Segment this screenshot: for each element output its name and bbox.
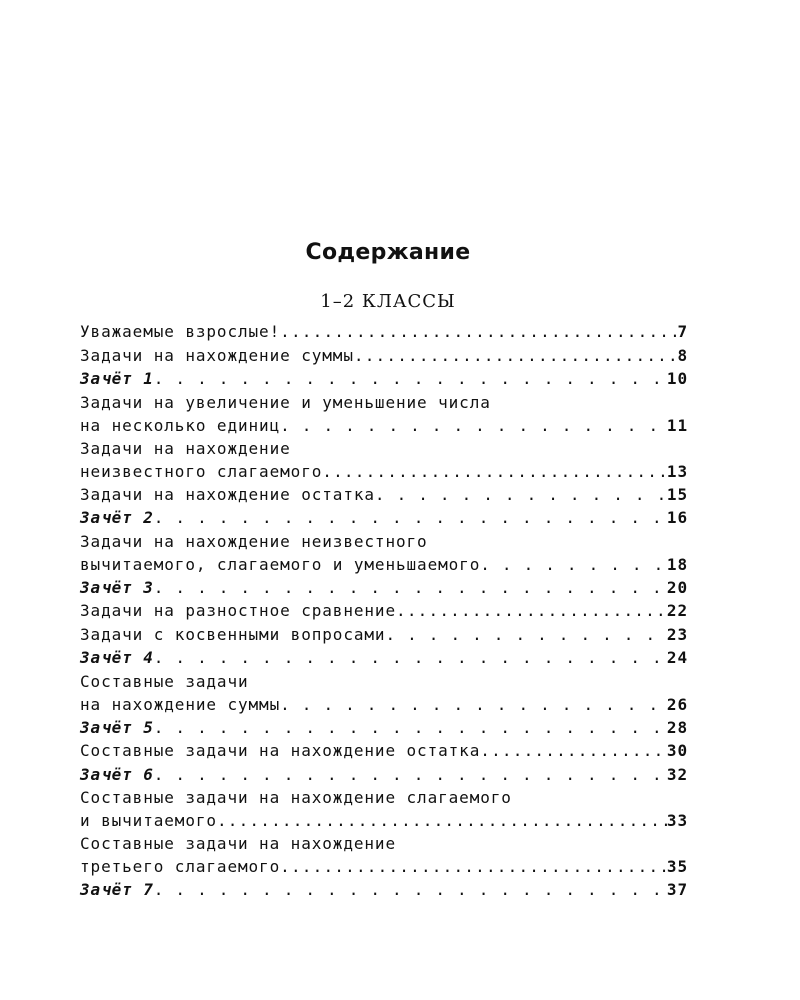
dot-leader	[154, 576, 667, 599]
dot-leader	[154, 716, 667, 739]
toc-entry	[80, 530, 688, 576]
toc-entry-test	[80, 763, 688, 787]
toc-page-number: 37	[666, 880, 688, 899]
dot-leader	[154, 763, 667, 786]
toc-entry-title-line: Задачи на нахождение	[80, 438, 291, 458]
dot-leader	[322, 460, 667, 483]
dot-leader	[354, 344, 678, 367]
toc-page-number: 16	[666, 508, 688, 527]
toc-entry-title: неизвестного слагаемого	[80, 461, 323, 481]
dot-leader	[480, 739, 667, 762]
toc-page-number: 35	[666, 857, 688, 876]
toc-page-number: 7	[677, 322, 688, 341]
toc-page-number: 33	[666, 811, 688, 830]
toc-page-number: 23	[666, 624, 688, 644]
toc-entry	[80, 786, 688, 832]
toc-entry-title: Зачёт 1	[80, 369, 154, 388]
toc-page-number: 28	[666, 717, 688, 737]
toc-entry-title: на нахождение суммы	[80, 694, 281, 714]
toc-page-number: 32	[666, 764, 688, 784]
toc-page-number: 30	[666, 741, 688, 760]
section-heading: 1–2 КЛАССЫ	[320, 291, 456, 312]
toc-entry-title-line: Задачи на нахождение неизвестного	[80, 531, 428, 551]
toc-entry-title: Задачи на нахождение суммы	[80, 345, 354, 365]
toc-entry	[80, 832, 688, 878]
dot-leader	[154, 646, 667, 669]
dot-leader	[217, 809, 667, 832]
toc-entry-title-line: Составные задачи на нахождение	[80, 834, 396, 853]
toc-entry-title: на несколько единиц	[80, 415, 281, 435]
toc-entry-title-line: Составные задачи	[80, 671, 249, 691]
toc-page-number: 26	[666, 694, 688, 714]
toc-entry	[80, 599, 688, 623]
toc-entry	[80, 623, 688, 647]
toc-entry	[80, 670, 688, 716]
toc-entry	[80, 437, 688, 483]
dot-leader	[280, 693, 667, 716]
toc-entry-title: Задачи на нахождение остатка	[80, 484, 375, 504]
toc-entry-title: Составные задачи на нахождение остатка	[80, 741, 481, 760]
toc-page-number: 22	[666, 601, 688, 620]
toc-entry-test	[80, 367, 688, 391]
dot-leader	[280, 855, 667, 878]
toc-entry-title: Зачёт 7	[80, 880, 154, 899]
toc-entry	[80, 320, 688, 344]
dot-leader	[396, 599, 667, 622]
toc-entry-title: Зачёт 4	[80, 648, 154, 667]
toc-entry-title: Зачёт 5	[80, 717, 154, 737]
toc-page-number: 24	[666, 648, 688, 667]
toc-entry	[80, 483, 688, 507]
toc-entry-title: Задачи с косвенными вопросами	[80, 624, 386, 644]
dot-leader	[154, 878, 667, 901]
toc-entry-test	[80, 646, 688, 670]
toc-entry-title: Задачи на разностное сравнение	[80, 601, 396, 620]
toc-entry-title-line: Задачи на увеличение и уменьшение числа	[80, 392, 491, 412]
toc-entry	[80, 344, 688, 368]
toc-page-number: 18	[666, 554, 688, 574]
table-of-contents	[80, 320, 688, 902]
toc-page-number: 8	[677, 345, 688, 365]
toc-entry	[80, 391, 688, 437]
dot-leader	[480, 553, 667, 576]
toc-entry	[80, 739, 688, 763]
toc-entry-title: Зачёт 3	[80, 577, 154, 597]
toc-page-number: 20	[666, 577, 688, 597]
dot-leader	[280, 414, 667, 437]
toc-entry-title-line: Составные задачи на нахождение слагаемого	[80, 788, 512, 807]
toc-entry-title: Уважаемые взрослые!	[80, 322, 281, 341]
toc-entry-test	[80, 716, 688, 740]
toc-entry-title: и вычитаемого	[80, 811, 217, 830]
toc-entry-test	[80, 576, 688, 600]
toc-entry-title: Зачёт 2	[80, 508, 154, 527]
toc-entry-test	[80, 506, 688, 530]
dot-leader	[280, 320, 677, 343]
toc-page-number: 11	[666, 415, 688, 435]
toc-entry-title: третьего слагаемого	[80, 857, 281, 876]
toc-entry-test	[80, 878, 688, 902]
toc-page-number: 15	[666, 484, 688, 504]
toc-page-number: 13	[666, 461, 688, 481]
toc-entry-title: вычитаемого, слагаемого и уменьшаемого	[80, 554, 481, 574]
dot-leader	[154, 506, 667, 529]
dot-leader	[154, 367, 667, 390]
toc-page-number: 10	[666, 369, 688, 388]
toc-entry-title: Зачёт 6	[80, 764, 154, 784]
page-title: Содержание	[305, 240, 471, 265]
dot-leader	[385, 623, 666, 646]
dot-leader	[375, 483, 667, 506]
